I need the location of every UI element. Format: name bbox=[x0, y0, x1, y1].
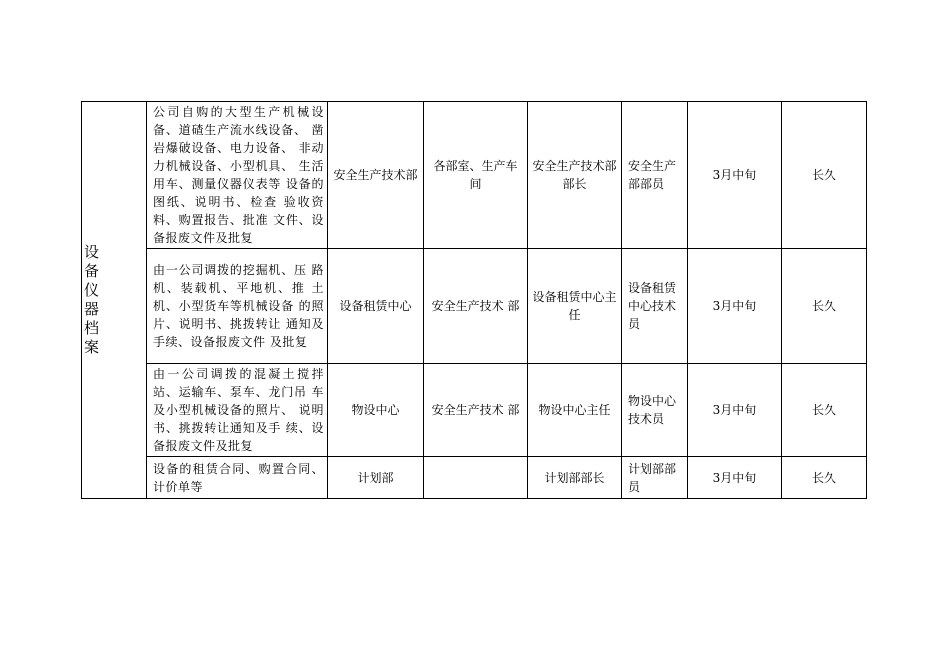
table-row bbox=[82, 364, 867, 457]
content-cell: 公司自购的大型生产机械设备、道碴生产流水线设备、 凿岩爆破设备、电力设备、 非动力机械设备、小型机具、 生活用车、测量仪器仪表等 设备的图纸、说明书、检查 验收资料、购置报告、批准 文件、设备报废文件及批复 bbox=[147, 102, 328, 249]
time-cell: 3月中旬 bbox=[688, 102, 782, 249]
leader-cell: 物设中心主任 bbox=[528, 364, 622, 457]
handler-cell: 物设中心技术员 bbox=[622, 364, 688, 457]
archive-table bbox=[81, 101, 867, 499]
dept-cell: 安全生产技术部 bbox=[328, 102, 424, 249]
table-row bbox=[82, 249, 867, 364]
scope-cell bbox=[424, 457, 528, 499]
period-cell: 长久 bbox=[782, 102, 867, 249]
table-row bbox=[82, 457, 867, 499]
time-cell: 3月中旬 bbox=[688, 457, 782, 499]
leader-cell: 设备租赁中心主任 bbox=[528, 249, 622, 364]
category-cell bbox=[82, 102, 147, 499]
scope-cell: 各部室、生产车间 bbox=[424, 102, 528, 249]
category-label: 设备仪器档案 bbox=[84, 243, 100, 356]
leader-cell: 安全生产技术部部长 bbox=[528, 102, 622, 249]
content-cell: 设备的租赁合同、购置合同、计价单等 bbox=[147, 457, 328, 499]
time-cell: 3月中旬 bbox=[688, 249, 782, 364]
handler-cell: 安全生产部部员 bbox=[622, 102, 688, 249]
dept-cell: 计划部 bbox=[328, 457, 424, 499]
period-cell: 长久 bbox=[782, 457, 867, 499]
table-row bbox=[82, 102, 867, 249]
period-cell: 长久 bbox=[782, 249, 867, 364]
scope-cell: 安全生产技术 部 bbox=[424, 364, 528, 457]
content-cell: 由一公司调拨的混凝土搅拌站、运输车、泵车、龙门吊 车及小型机械设备的照片、 说明书、挑拨转让通知及手 续、设备报废文件及批复 bbox=[147, 364, 328, 457]
scope-cell: 安全生产技术 部 bbox=[424, 249, 528, 364]
leader-cell: 计划部部长 bbox=[528, 457, 622, 499]
dept-cell: 物设中心 bbox=[328, 364, 424, 457]
content-cell: 由一公司调拨的挖掘机、压 路机、装载机、平地机、推 土机、小型货车等机械设备 的照片、说明书、挑拨转让 通知及手续、设备报废文件 及批复 bbox=[147, 249, 328, 364]
dept-cell: 设备租赁中心 bbox=[328, 249, 424, 364]
handler-cell: 计划部部员 bbox=[622, 457, 688, 499]
handler-cell: 设备租赁中心技术员 bbox=[622, 249, 688, 364]
period-cell: 长久 bbox=[782, 364, 867, 457]
time-cell: 3月中旬 bbox=[688, 364, 782, 457]
